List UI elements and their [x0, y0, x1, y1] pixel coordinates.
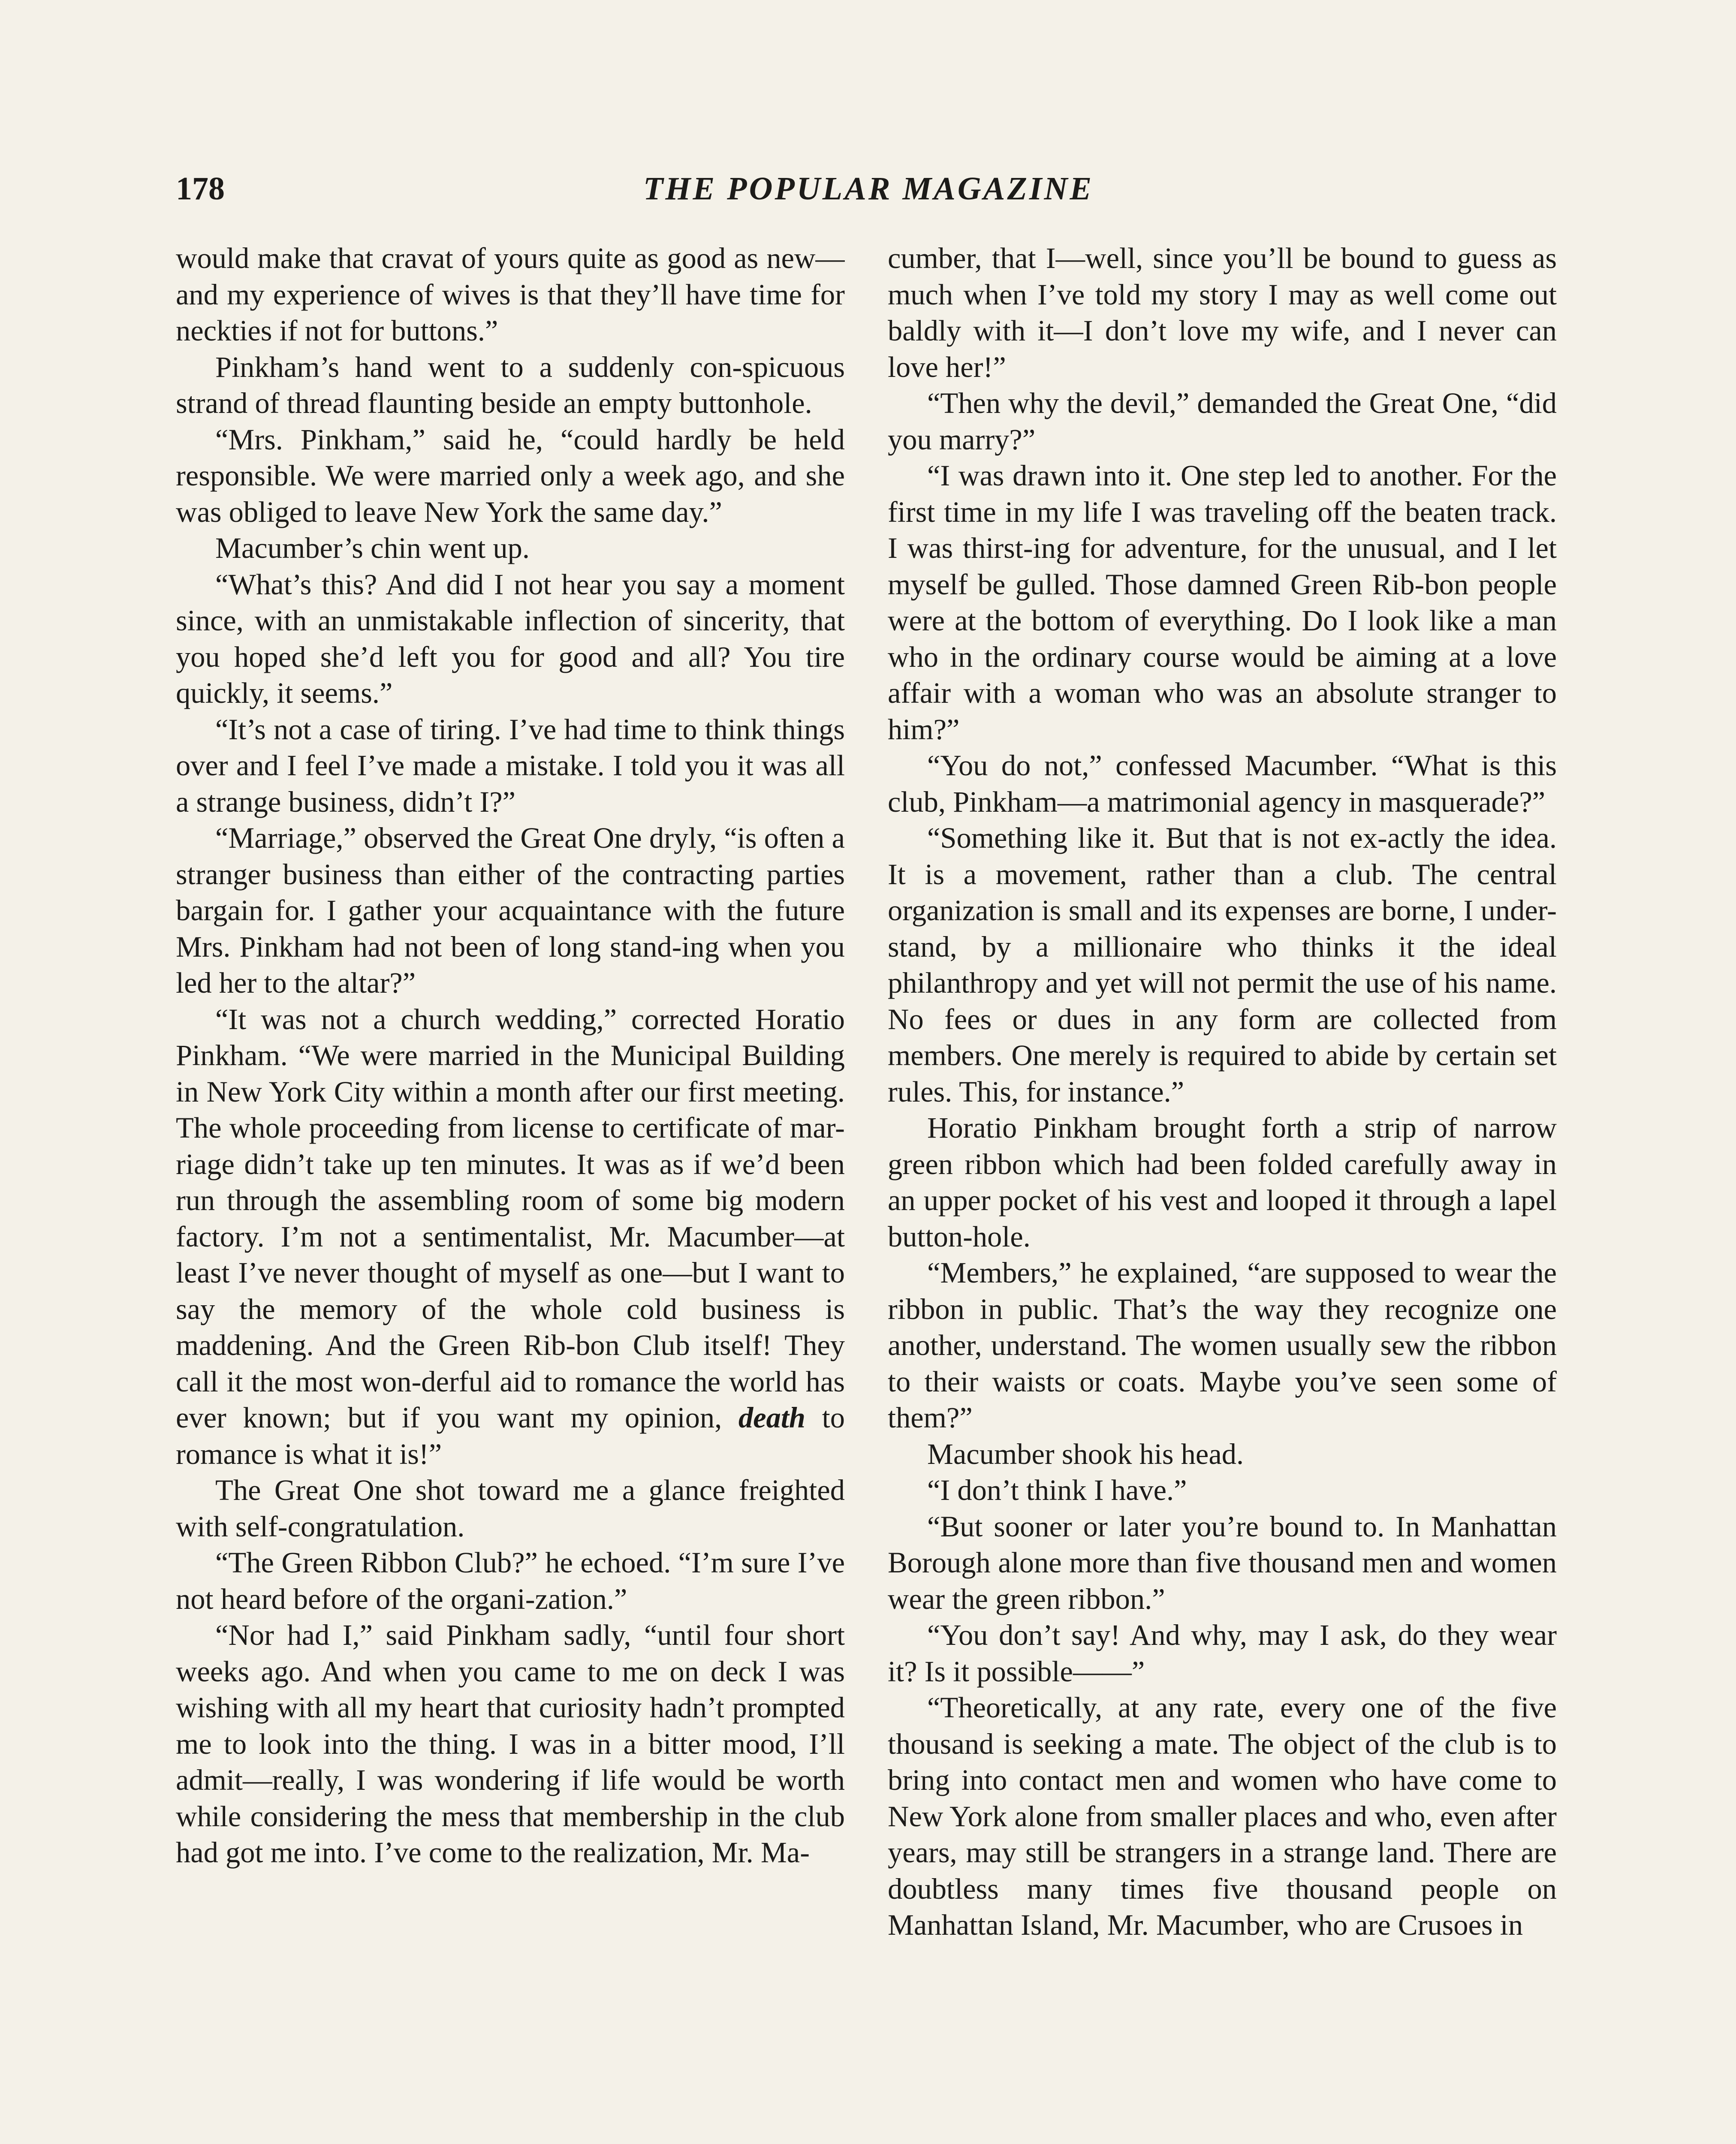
paragraph-text: “It was not a church wedding,” corrected Horatio Pinkham. “We were married in the Municipal Building in New York City within a month after our first meeting. The whole proceeding from license to certificate of mar-riage didn’t take up ten minutes. It was as if we’d been run through the assembling room of some big modern factory. I’m not a sentimentalist, Mr. Macumber—at least I’ve never thought of myself as one—but I want to say the memory of the whole cold business is maddening. And the Green Rib-bon Club itself! They call it the most won-derful aid to romance the world has ever known; but if you want my opinion,	[176, 1003, 845, 1434]
paragraph: “Theoretically, at any rate, every one of the five thousand is seeking a mate. The object of the club is to bring into contact men and women who have come to New York alone from smaller places and who, even after years, may still be strangers in a strange land. There are doubtless many times five thousand people on Manhattan Island, Mr. Macumber, who are Crusoes in	[888, 1691, 1557, 1941]
paragraph: “Something like it. But that is not ex-actly the idea. It is a movement, rather than a club. The central organization is small and its expenses are borne, I under-stand, by a millionaire who thinks it the ideal philanthropy and yet will not permit the use of his name. No fees or dues in any form are collected from members. One merely is required to abide by certain set rules. This, for instance.”	[888, 822, 1557, 1108]
paragraph: “I was drawn into it. One step led to another. For the first time in my life I was traveling off the beaten track. I was thirst-ing for adventure, for the unusual, and I let myself be gulled. Those damned Green Rib-bon people were at the bottom of everything. Do I look like a man who in the ordinary course would be aiming at a love affair with a woman who was an absolute stranger to him?”	[888, 459, 1557, 746]
paragraph: Horatio Pinkham brought forth a strip of narrow green ribbon which had been folded carefully away in an upper pocket of his vest and looped it through a lapel button-hole.	[888, 1111, 1557, 1253]
paragraph: “Members,” he explained, “are supposed to wear the ribbon in public. That’s the way they recognize one another, understand. The women usually sew the ribbon to their waists or coats. Maybe you’ve seen some of them?”	[888, 1256, 1557, 1434]
page-header	[176, 163, 1561, 214]
emphasized-word: death	[738, 1401, 806, 1434]
page-number: 178	[176, 171, 225, 207]
paragraph: “Marriage,” observed the Great One dryly, “is often a stranger business than either of the contracting parties bargain for. I gather your acquaintance with the future Mrs. Pinkham had not been of long stand-ing when you led her to the altar?”	[176, 822, 845, 999]
paragraph: “Nor had I,” said Pinkham sadly, “until four short weeks ago. And when you came to me on deck I was wishing with all my heart that curiosity hadn’t prompted me to look into the thing. I was in a bitter mood, I’ll admit—really, I was wondering if life would be worth while considering the mess that membership in the club had got me into. I’ve come to the realization, Mr. Ma-	[176, 1619, 845, 1869]
paragraph: The Great One shot toward me a glance freighted with self-congratulation.	[176, 1474, 845, 1543]
running-head: THE POPULAR MAGAZINE	[643, 171, 1094, 207]
paragraph: Macumber shook his head.	[927, 1437, 1244, 1470]
paragraph	[176, 1001, 845, 1472]
paragraph: Pinkham’s hand went to a suddenly con-spicuous strand of thread flaunting beside an empty buttonhole.	[176, 350, 845, 419]
paragraph: “Mrs. Pinkham,” said he, “could hardly be held responsible. We were married only a week ago, and she was obliged to leave New York the same day.”	[176, 423, 845, 528]
paragraph: Macumber’s chin went up.	[215, 532, 530, 564]
paragraph: “It’s not a case of tiring. I’ve had time to think things over and I feel I’ve made a mistake. I told you it was all a strange business, didn’t I?”	[176, 713, 845, 818]
paragraph: “I don’t think I have.”	[927, 1474, 1187, 1506]
paragraph: “The Green Ribbon Club?” he echoed. “I’m sure I’ve not heard before of the organi-zation.”	[176, 1546, 845, 1615]
paragraph: would make that cravat of yours quite as good as new—and my experience of wives is that they’ll have time for neckties if not for buttons.”	[176, 242, 845, 347]
left-column	[176, 240, 845, 2144]
paragraph: cumber, that I—well, since you’ll be bound to guess as much when I’ve told my story I may as well come out baldly with it—I don’t love my wife, and I never can love her!”	[888, 242, 1557, 383]
paragraph-text: to romance is what it is!”	[176, 1401, 845, 1470]
paragraph: “You do not,” confessed Macumber. “What is this club, Pinkham—a matrimonial agency in masquerade?”	[888, 749, 1557, 818]
paragraph: “Then why the devil,” demanded the Great One, “did you marry?”	[888, 387, 1557, 456]
paragraph: “What’s this? And did I not hear you say a moment since, with an unmistakable inflection of sincerity, that you hoped she’d left you for good and all? You tire quickly, it seems.”	[176, 568, 845, 709]
right-column	[888, 240, 1557, 2144]
paragraph: “But sooner or later you’re bound to. In Manhattan Borough alone more than five thousand men and women wear the green ribbon.”	[888, 1510, 1557, 1615]
paragraph: “You don’t say! And why, may I ask, do they wear it? Is it possible——”	[888, 1619, 1557, 1688]
